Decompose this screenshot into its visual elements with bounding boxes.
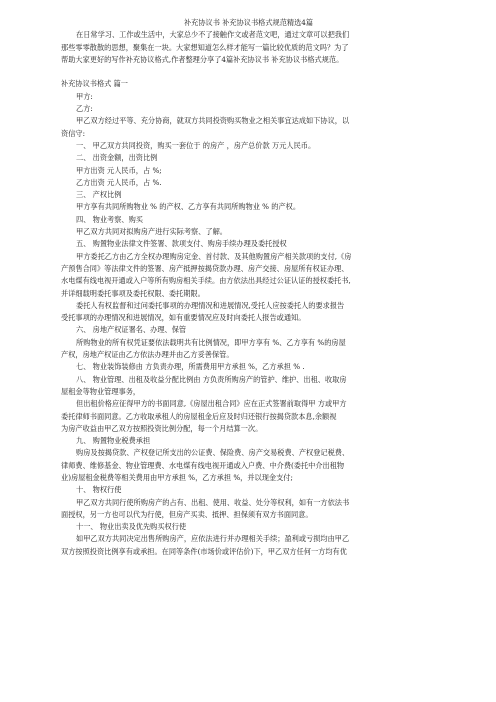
- document-title: 补充协议书 补充协议书格式规范精选4篇: [183, 18, 314, 27]
- body-line: 屋租金等物业管理事务，: [61, 386, 141, 396]
- body-line: 甲乙双方共同行使所购房产的占有、出租、使用、收益、处分等权利，如有一方依法书: [76, 497, 350, 507]
- body-line: 乙方出资 元人民币，占 %.: [76, 177, 162, 187]
- body-line: 为房产收益由甲乙双方按照投资比例分配，每一个月结算一次。: [61, 423, 263, 433]
- body-line: 双方按照投资比例享有或承担。在同等条件(市场价或评估价)下，甲乙双方任何一方均有优: [61, 546, 347, 556]
- body-line: 乙方:: [76, 104, 93, 114]
- intro-line: 帮助大家更好的写作补充协议格式,作者整理分享了4篇补充协议书 补充协议书格式规范。: [61, 54, 344, 64]
- body-line: 甲方委托乙方由乙方全权办理购房定金、首付款、及其他购置房产相关款项的支付,《房: [76, 251, 352, 261]
- body-line: 二、 出资金额，出资比例: [76, 153, 158, 163]
- body-line: 购房及按揭贷款、产权登记所支出的公证费、保险费、房产交易税费、产权登记税费、: [76, 448, 350, 458]
- body-line: 但出租价格应征得甲方的书面同意,《房屋出租合同》应在正式签署前取得甲 方或甲方: [76, 399, 347, 409]
- body-line: 甲方:: [76, 91, 93, 101]
- body-line: 五、 购置物业法律文件签署、款项支付、购房手续办理及委托授权: [76, 239, 287, 249]
- body-line: 并详细载明委托事项及委托权限、委托期限。: [61, 288, 205, 298]
- body-line: 律师费、维修基金、物业管理费、水电煤有线电视开通或入户费、中介费(委托中介出租物: [61, 460, 345, 470]
- body-line: 三、 产权比例: [76, 190, 122, 200]
- body-line: 产权，房地产权证由乙方依法办理并由乙方妥善保管。: [61, 350, 234, 360]
- body-line: 六、 房地产权证署名、办理、保管: [76, 325, 187, 335]
- body-line: 四、 物业考察、购买: [76, 214, 143, 224]
- body-line: 七、 物业装饰装修由 方负责办理，所需费用甲方承担 %，乙方承担 % .: [76, 362, 305, 372]
- body-line: 十、 物权行使: [76, 485, 122, 495]
- body-line: 产预售合同》等法律文件的签署、房产抵押按揭贷款办理、房产交接、房屋所有权证办理、: [61, 263, 349, 273]
- spacer: [61, 66, 436, 78]
- intro-line: 在日常学习、工作或生活中，大家总少不了接触作文或者范文吧，通过文章可以把我们: [76, 30, 350, 40]
- body-line: 九、 购置物业税费承担: [76, 436, 151, 446]
- body-line: 资信守:: [61, 128, 85, 138]
- body-line: 甲方出资 元人民币，占 %;: [76, 165, 162, 175]
- body-line: 受托事项的办理情况和进展情况，如有重要情况应及时向委托人报告或通知。: [61, 313, 306, 323]
- body-line: 委托律师书面同意。乙方收取承租人的房屋租金后应及时归还银行按揭贷款本息,余额视: [61, 411, 337, 421]
- body-line: 甲方享有共同所购物业 % 的产权、乙方享有共同所购物业 % 的产权。: [76, 202, 301, 212]
- intro-line: 那些零零散散的思想，聚集在一块。大家想知道怎么样才能写一篇比较优质的范文吗？为了: [61, 42, 349, 52]
- body-line: 十一、 物业出卖及优先购买权行使: [76, 522, 187, 532]
- body-line: 水电煤有线电视开通或入户等所有购房相关手续。由方依法出具经过公证认证的授权委托书,: [61, 276, 351, 286]
- body-line: 面授权，另一方也可以代为行使，但房产买卖、抵押、担保须有双方书面同意。: [61, 509, 313, 519]
- section-heading: 补充协议书格式 篇一: [61, 79, 128, 89]
- body-line: 一、 甲乙双方共同投资，购买一套位于 的房产 ，房产总价款 万元人民币。: [76, 140, 316, 150]
- body-line: 所购物业的所有权凭证要依法载明共有比例情况，即甲方享有 %、乙方享有 %的房屋: [76, 337, 346, 347]
- body-line: 业)房屋租金税费等相关费用由甲方承担 %，乙方承担 %，并以现金支付;: [61, 472, 293, 482]
- body-line: 甲乙双方共同对拟购房产进行实际考察、了解。: [76, 227, 227, 237]
- body-line: 如甲乙双方共同决定出售所购房产，应依法进行并办理相关手续；盈利或亏损均由甲乙: [76, 534, 350, 544]
- body-line: 委托人有权监督和过问委托事项的办理情况和进展情况,受托人应按委托人的要求报告: [76, 300, 345, 310]
- body-line: 八、 物业管理、出租及收益分配比例由 方负责所购房产的管护、维护、出租、收取房: [76, 374, 347, 384]
- body-line: 甲乙双方经过平等、充分协商，就双方共同投资购买物业之相关事宜达成如下协议，以: [76, 116, 350, 126]
